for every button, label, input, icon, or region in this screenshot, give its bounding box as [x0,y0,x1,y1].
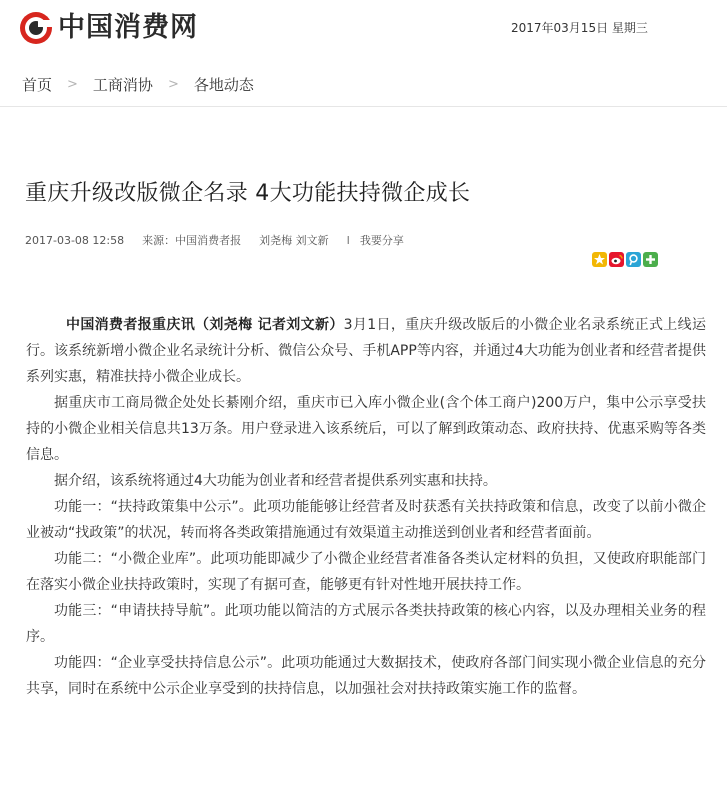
tencent-weibo-icon[interactable] [626,252,641,267]
breadcrumb-bar [0,60,727,107]
site-name: 中国消费网 [58,12,198,43]
current-date: 2017年03月15日 星期三 [511,21,648,35]
publish-time: 2017-03-08 12:58 [25,233,125,247]
qzone-icon[interactable] [592,252,607,267]
article-paragraph: 功能二：“小微企业库”。此项功能即减少了小微企业经营者准备各类认定材料的负担，又使政府职能部门在落实小微企业扶持政策时，实现了有据可查，能够更有针对性地开展扶持工作。 [26,551,706,593]
article-paragraph: 功能三：“申请扶持导航”。此项功能以简洁的方式展示各类扶持政策的核心内容，以及办理相关业务的程序。 [26,603,706,645]
article-lead-paragraph [26,312,706,390]
site-logo[interactable] [18,10,198,46]
breadcrumb-gongshang-xiaoxie[interactable]: 工商消协 [92,76,153,94]
site-header [0,0,727,56]
article-body [26,312,706,702]
article-title: 重庆升级改版微企名录 4大功能扶持微企成长 [25,181,471,206]
article-meta [25,232,404,248]
article-authors: 刘尧梅 刘文新 [259,234,329,247]
share-link[interactable]: 我要分享 [359,234,404,247]
article-source: 来源：中国消费者报 [142,234,242,247]
article-paragraph: 功能四：“企业享受扶持信息公示”。此项功能通过大数据技术，使政府各部门间实现小微企业信息的充分共享，同时在系统中公示企业享受到的扶持信息，以加强社会对扶持政策实施工作的监督。 [26,655,706,697]
article-dateline: 中国消费者报重庆讯（刘尧梅 记者刘文新） [66,317,344,333]
article-paragraph: 功能一：“扶持政策集中公示”。此项功能能够让经营者及时获悉有关扶持政策和信息，改变了以前小微企业被动“找政策”的状况，转而将各类政策措施通过有效渠道主动推送到创业者和经营者面前。 [26,499,706,541]
share-icons [592,252,660,267]
breadcrumb-home[interactable]: 首页 [22,76,53,94]
more-share-icon[interactable] [643,252,658,267]
breadcrumb-regional-news[interactable]: 各地动态 [193,76,254,94]
weibo-icon[interactable] [609,252,624,267]
article-paragraph: 据介绍，该系统将通过4大功能为创业者和经营者提供系列实惠和扶持。 [54,473,497,489]
article-paragraph: 据重庆市工商局微企处处长綦刚介绍，重庆市已入库小微企业(含个体工商户)200万户，集中公示享受扶持的小微企业相关信息共13万条。用户登录进入该系统后，可以了解到政策动态、政府扶持、优惠采购等各类信息。 [26,395,706,463]
breadcrumb-separator: > [67,77,78,92]
site-logo-mark-icon [18,10,54,46]
meta-divider: I [346,233,350,247]
article-lead-text: 3月1日，重庆升级改版后的小微企业名录系统正式上线运行。该系统新增小微企业名录统计分析、微信公众号、手机APP等内容，并通过4大功能为创业者和经营者提供系列实惠，精准扶持小微企业成长。 [26,317,706,385]
breadcrumb-separator: > [167,77,179,92]
breadcrumb [22,74,254,95]
